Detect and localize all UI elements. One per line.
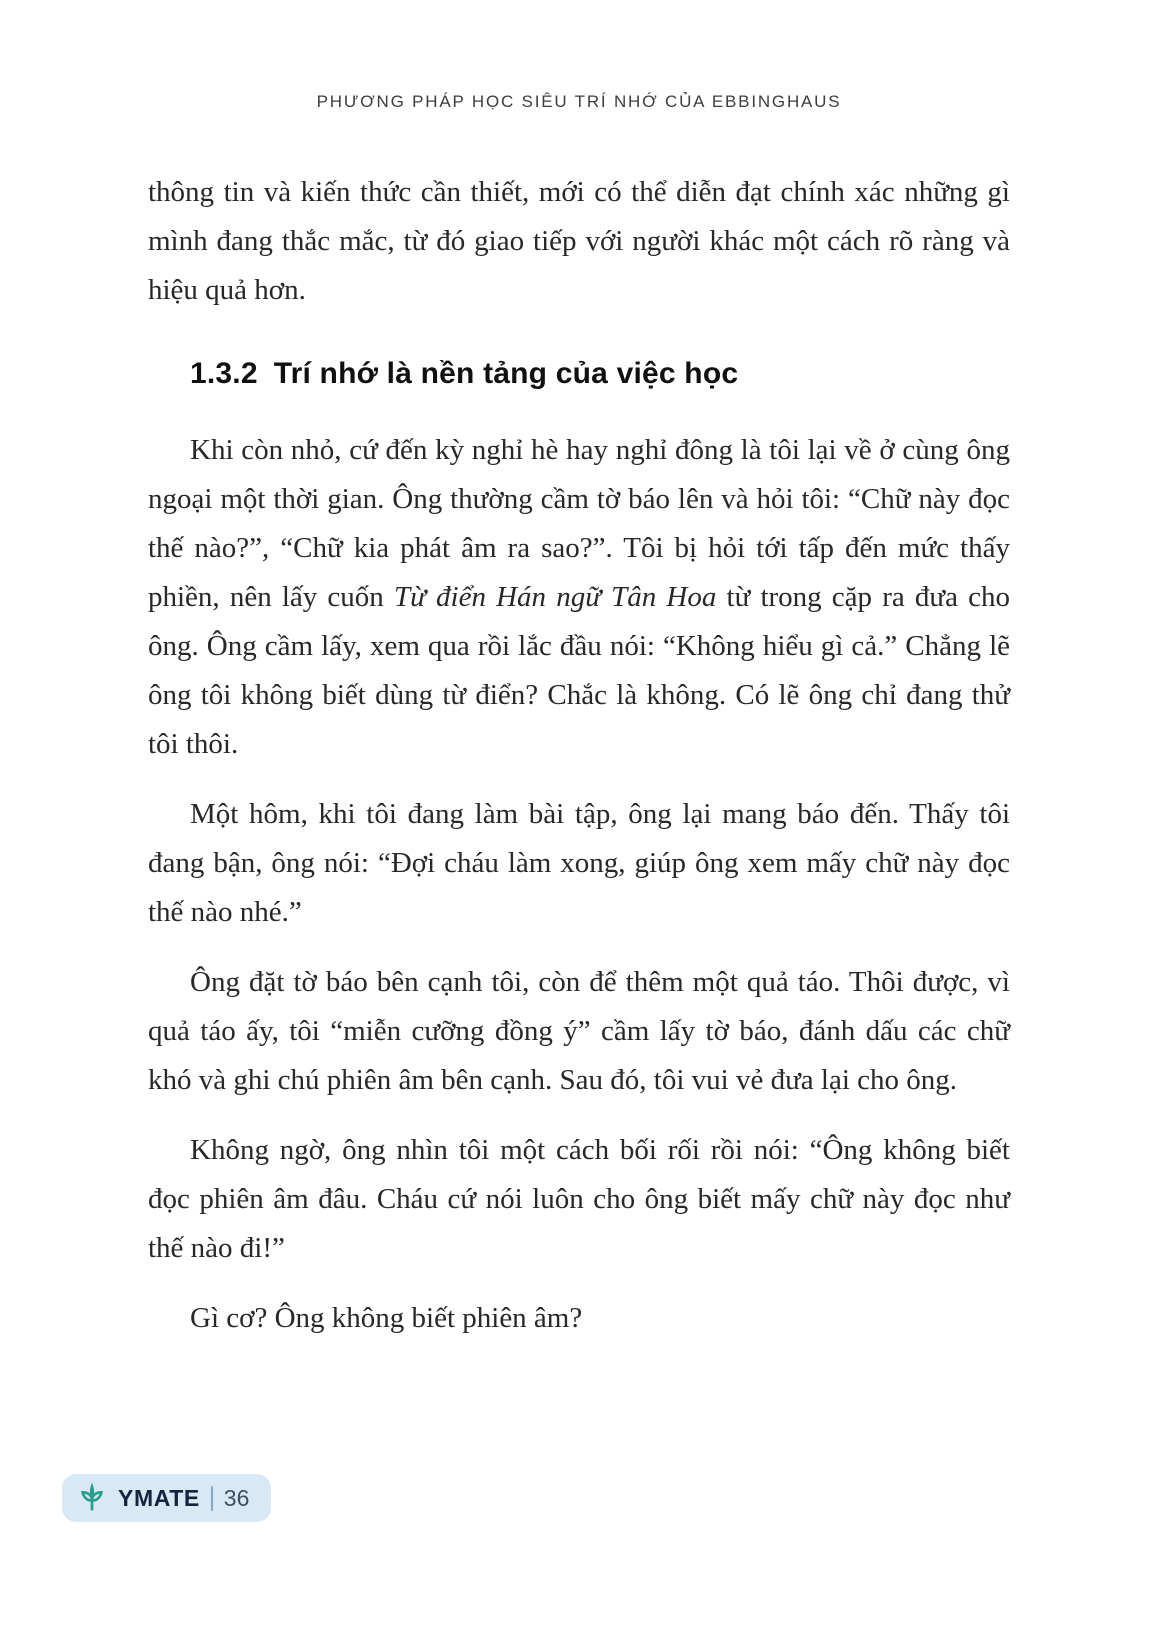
section-title: Trí nhớ là nền tảng của việc học bbox=[273, 357, 739, 390]
running-header: PHƯƠNG PHÁP HỌC SIÊU TRÍ NHỚ CỦA EBBINGHAUS bbox=[316, 92, 842, 111]
page-number: 36 bbox=[223, 1484, 250, 1511]
page-body bbox=[148, 0, 1010, 1343]
book-title-italic: Từ điển Hán ngữ Tân Hoa bbox=[393, 580, 717, 613]
paragraph: Một hôm, khi tôi đang làm bài tập, ông lại mang báo đến. Thấy tôi đang bận, ông nói: “Đợi cháu làm xong, giúp ông xem mấy chữ này đọc thế nào nhé.” bbox=[148, 797, 1010, 928]
paragraph bbox=[148, 426, 1010, 769]
paragraph-continuation: thông tin và kiến thức cần thiết, mới có thể diễn đạt chính xác những gì mình đang thắc mắc, từ đó giao tiếp với người khác một cách rõ ràng và hiệu quả hơn. bbox=[148, 176, 1010, 306]
footer-divider bbox=[211, 1486, 213, 1511]
paragraph: Ông đặt tờ báo bên cạnh tôi, còn để thêm một quả táo. Thôi được, vì quả táo ấy, tôi “miễn cưỡng đồng ý” cầm lấy tờ báo, đánh dấu các chữ khó và ghi chú phiên âm bên cạnh. Sau đó, tôi vui vẻ đưa lại cho ông. bbox=[148, 965, 1010, 1096]
brand-name: YMATE bbox=[118, 1484, 200, 1511]
page-footer bbox=[62, 1474, 271, 1522]
paragraph-text: Khi còn nhỏ, cứ đến kỳ nghỉ hè hay nghỉ đông là tôi lại về ở cùng ông ngoại một thời gian. Ông thường cầm tờ báo lên và hỏi tôi: “Chữ này đọc thế nào?”, “Chữ kia phát âm ra sao?”. Tôi bị hỏi tới tấp đến mức thấy phiền, nên lấy cuốn bbox=[148, 433, 1010, 613]
section-heading bbox=[190, 349, 1010, 400]
section-number: 1.3.2 bbox=[190, 357, 258, 390]
paragraph: Gì cơ? Ông không biết phiên âm? bbox=[190, 1301, 583, 1334]
ymate-logo-icon bbox=[77, 1483, 107, 1513]
footer-badge bbox=[62, 1474, 271, 1522]
paragraph: Không ngờ, ông nhìn tôi một cách bối rối rồi nói: “Ông không biết đọc phiên âm đâu. Cháu cứ nói luôn cho ông biết mấy chữ này đọc như thế nào đi!” bbox=[148, 1133, 1010, 1264]
paragraph-text: từ trong cặp ra đưa cho ông. Ông cầm lấy, xem qua rồi lắc đầu nói: “Không hiểu gì cả.” Chẳng lẽ ông tôi không biết dùng từ điển? Chắc là không. Có lẽ ông chỉ đang thử tôi thôi. bbox=[148, 580, 1010, 760]
